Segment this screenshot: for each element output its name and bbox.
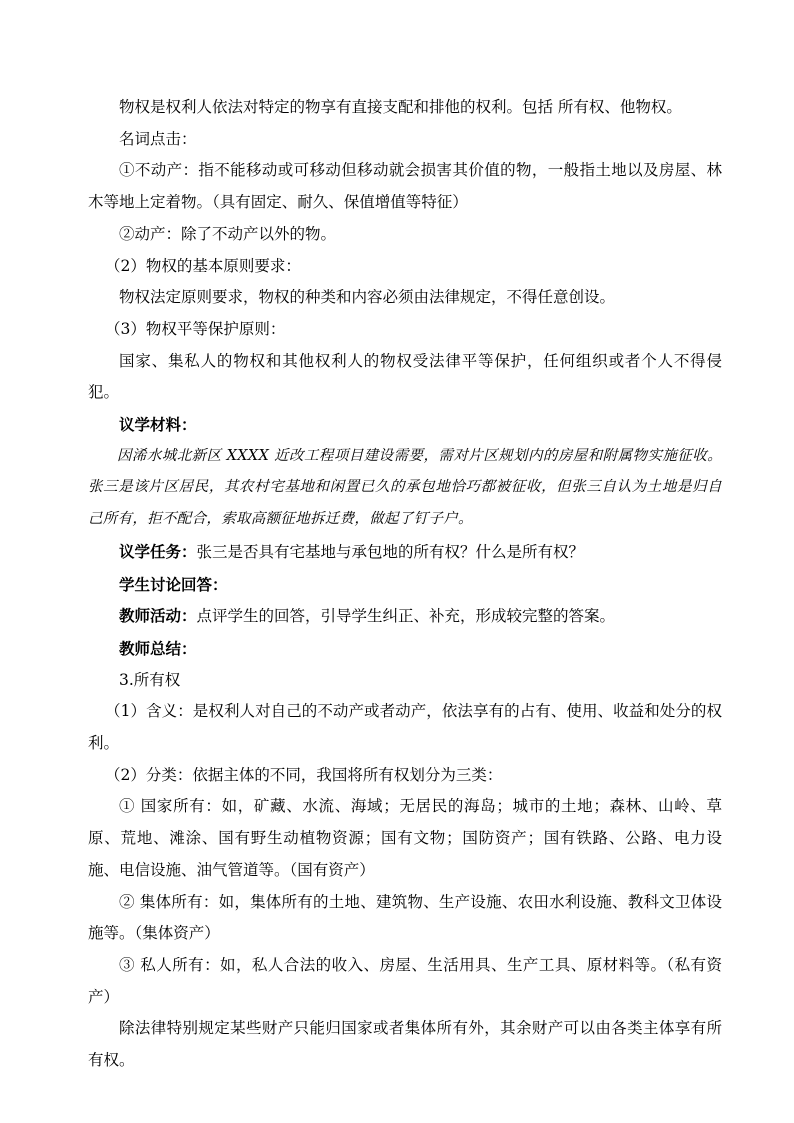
paragraph-term-click-heading: 名词点击： (119, 129, 197, 148)
paragraph-student-discussion-label: 学生讨论回答： (119, 574, 228, 594)
paragraph-teacher-summary-label: 教师总结： (119, 638, 197, 658)
paragraph-equal-protection: 国家、集私人的物权和其他权利人的物权受法律平等保护，任何组织或者个人不得侵犯。 (88, 351, 722, 402)
paragraph-study-material-text: 因浠水城北新区 XXXX 近改工程项目建设需要，需对片区规划内的房屋和附属物实施征收。张三是该片区居民，其农村宅基地和闲置已久的承包地恰巧都被征收，但张三自认为土地是归自己所有，拒不配合，索取高额征地拆迁费，做起了钉子户。 (88, 447, 722, 528)
study-task-label: 议学任务： (119, 541, 197, 561)
paragraph-ownership-exception: 除法律特别规定某些财产只能归国家或者集体所有外，其余财产可以由各类主体享有所有权。 (88, 1019, 722, 1070)
paragraph-equal-protection-heading: （3）物权平等保护原则： (105, 319, 286, 338)
paragraph-statutory-principle: 物权法定原则要求，物权的种类和内容必须由法律规定，不得任意创设。 (119, 288, 616, 307)
paragraph-ownership-meaning: （1）含义：是权利人对自己的不动产或者动产，依法享有的占有、使用、收益和处分的权利。 (88, 702, 722, 753)
paragraph-property-right-definition: 物权是权利人依法对特定的物享有直接支配和排他的权利。包括 所有权、他物权。 (119, 98, 682, 116)
teacher-activity-label: 教师活动： (119, 606, 197, 626)
paragraph-ownership-classification: （2）分类：依据主体的不同，我国将所有权划分为三类： (105, 765, 503, 784)
paragraph-study-task (88, 536, 722, 569)
paragraph-movable-property: ②动产：除了不动产以外的物。 (119, 224, 337, 243)
paragraph-basic-principle-heading: （2）物权的基本原则要求： (105, 256, 301, 275)
paragraph-collective-ownership: ② 集体所有：如，集体所有的土地、建筑物、生产设施、农田水利设施、教科文卫体设施等。（集体资产） (88, 892, 722, 943)
teacher-activity-text: 点评学生的回答，引导学生纠正、补充，形成较完整的答案。 (196, 607, 616, 626)
paragraph-ownership-heading: 3.所有权 (119, 670, 181, 689)
paragraph-immovable-property: ①不动产：指不能移动或可移动但移动就会损害其价值的物，一般指土地以及房屋、林木等地上定着物。（具有固定、耐久、保值增值等特征） (88, 161, 722, 212)
paragraph-teacher-activity (88, 600, 722, 633)
paragraph-study-material-label: 议学材料： (119, 415, 197, 435)
study-task-text: 张三是否具有宅基地与承包地的所有权？什么是所有权？ (196, 542, 585, 561)
paragraph-state-ownership: ① 国家所有：如，矿藏、水流、海域；无居民的海岛；城市的土地；森林、山岭、草原、荒地、滩涂、国有野生动植物资源；国有文物；国防资产；国有铁路、公路、电力设施、电信设施、油气管道等。（国有资产） (88, 797, 722, 879)
document-page (88, 92, 722, 1077)
paragraph-private-ownership: ③ 私人所有：如，私人合法的收入、房屋、生活用具、生产工具、原材料等。（私有资产） (88, 955, 722, 1006)
